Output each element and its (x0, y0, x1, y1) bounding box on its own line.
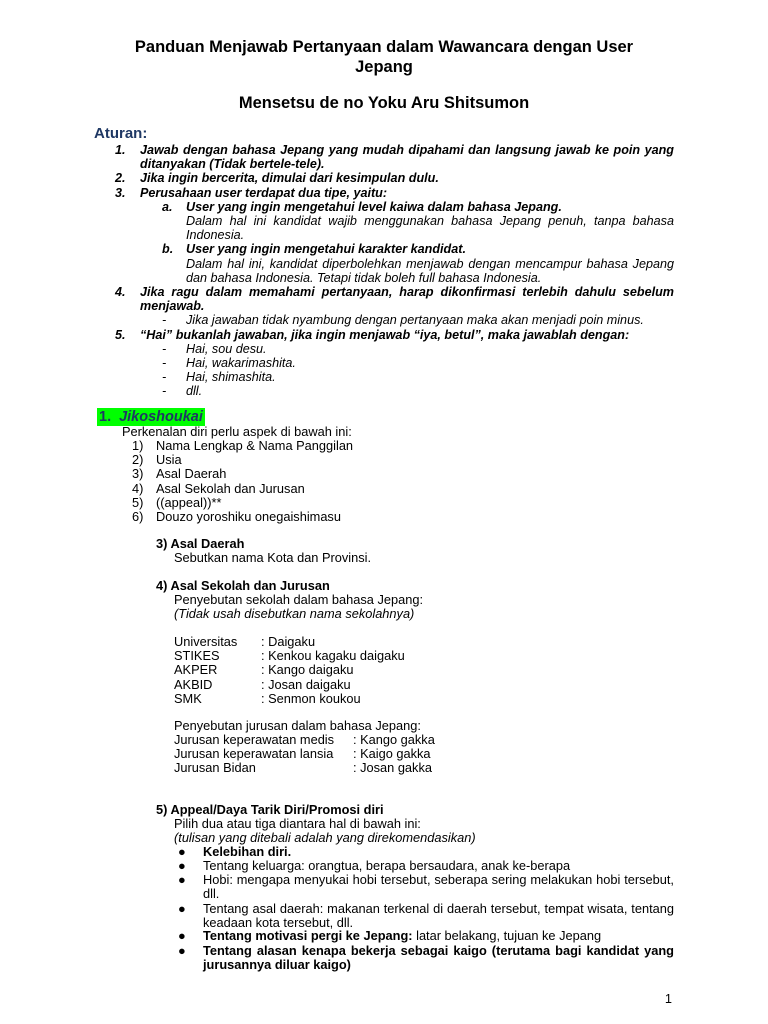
bullet-item (203, 929, 674, 943)
bullet-bold-text: Kelebihan diri. (203, 844, 292, 859)
item-text: “Hai” bukanlah jawaban, jika ingin menjawab “iya, betul”, maka jawablah dengan: (140, 327, 630, 342)
table-cell: AKBID (174, 676, 213, 692)
table-cell: : Daigaku (261, 634, 316, 649)
table-cell: AKPER (174, 662, 218, 678)
table-cell: : Kenkou kagaku daigaku (261, 648, 405, 664)
item-number: 1. (115, 143, 126, 157)
table-cell: : Kango gakka (353, 732, 435, 747)
title-line-1: Panduan Menjawab Pertanyaan dalam Wawancara dengan User (134, 38, 634, 56)
item-number: 3. (115, 185, 126, 200)
bullet-icon: ● (178, 943, 186, 958)
dash-item (0, 370, 768, 384)
table-cell: STIKES (174, 648, 220, 664)
dash-item (0, 356, 768, 370)
bullet-icon: ● (178, 872, 186, 887)
bullet-text: Tentang asal daerah: makanan terkenal di daerah tersebut, tempat wisata, tentang keadaan kota tersebut, dll. (203, 901, 674, 931)
item-number: 5. (115, 327, 126, 342)
dash-text: Jika jawaban tidak nyambung dengan pertanyaan maka akan menjadi poin minus. (186, 313, 644, 328)
item-text: Asal Sekolah dan Jurusan (156, 480, 305, 496)
sub-list-item (0, 200, 768, 243)
table-cell: Universitas (174, 634, 238, 649)
list-item (0, 482, 768, 496)
dash-marker: - (162, 370, 167, 385)
bullet-item (203, 873, 674, 901)
list-item (0, 510, 768, 524)
bullet-text: Tentang keluarga: orangtua, berapa bersaudara, anak ke-berapa (203, 858, 571, 873)
aturan-heading: Aturan: (94, 125, 148, 142)
dash-text: dll. (186, 384, 203, 399)
table-cell: : Kaigo gakka (353, 746, 431, 762)
sub-item-text: User yang ingin mengetahui level kaiwa dalam bahasa Jepang. (186, 199, 562, 214)
item-number: 4. (115, 285, 126, 300)
dash-item (0, 384, 768, 398)
list-item (0, 186, 768, 200)
table-row (174, 663, 574, 677)
table-cell: : Josan gakka (353, 760, 432, 776)
asal-daerah-heading: 3) Asal Daerah (156, 536, 245, 551)
table-row (174, 761, 574, 775)
table-cell: Jurusan keperawatan medis (174, 732, 335, 747)
item-text: ((appeal))** (156, 494, 222, 510)
table-row (174, 747, 574, 761)
document-title (60, 37, 708, 77)
table-row (174, 635, 574, 649)
list-item (0, 439, 768, 453)
list-item (0, 467, 768, 481)
list-item (0, 171, 768, 185)
bullet-icon: ● (178, 928, 186, 943)
dash-item (0, 313, 768, 327)
list-item (0, 453, 768, 467)
dash-marker: - (162, 341, 167, 356)
sub-item-letter: a. (162, 199, 173, 214)
appeal-note: (tulisan yang ditebali adalah yang direkomendasikan) (174, 830, 476, 845)
table-cell: : Josan daigaku (261, 676, 351, 692)
table-cell: : Senmon koukou (261, 690, 361, 706)
bullet-icon: ● (178, 858, 186, 873)
bullet-text: latar belakang, tujuan ke Jepang (412, 928, 602, 943)
asal-sekolah-heading: 4) Asal Sekolah dan Jurusan (156, 578, 330, 593)
table-row (174, 678, 574, 692)
item-text: Douzo yoroshiku onegaishimasu (156, 508, 341, 524)
dash-marker: - (162, 384, 167, 399)
table-row (174, 649, 574, 663)
bullet-item (203, 902, 674, 930)
table-cell: Jurusan Bidan (174, 760, 256, 776)
item-number: 2. (115, 171, 126, 186)
bullet-icon: ● (178, 844, 186, 859)
item-text: Perusahaan user terdapat dua tipe, yaitu: (140, 185, 388, 200)
item-number: 4) (132, 480, 144, 496)
item-number: 3) (132, 466, 144, 482)
dash-text: Hai, sou desu. (186, 341, 267, 356)
dash-marker: - (162, 356, 167, 371)
title-line-2: Jepang (355, 58, 413, 76)
aturan-list (0, 143, 768, 399)
section-title: Jikoshoukai (119, 409, 203, 425)
item-text: Usia (156, 452, 182, 468)
jikoshoukai-intro: Perkenalan diri perlu aspek di bawah ini: (122, 424, 352, 439)
item-number: 6) (132, 508, 144, 524)
sub-item-text: User yang ingin mengetahui karakter kandidat. (186, 242, 466, 257)
sub-item-letter: b. (162, 242, 174, 257)
item-text: Jawab dengan bahasa Jepang yang mudah dipahami dan langsung jawab ke poin yang ditanyakan (Tidak bertele-tele). (140, 143, 674, 172)
item-number: 5) (132, 494, 144, 510)
list-item (0, 328, 768, 342)
list-item (0, 285, 768, 313)
dash-text: Hai, shimashita. (186, 370, 276, 385)
jurusan-table (174, 733, 574, 776)
table-cell: : Kango daigaku (261, 662, 354, 678)
dash-item (0, 342, 768, 356)
item-number: 1) (132, 438, 144, 453)
jurusan-intro: Penyebutan jurusan dalam bahasa Jepang: (174, 718, 421, 733)
section-number: 1. (99, 409, 112, 425)
sub-item-note: Dalam hal ini, kandidat diperbolehkan menjawab dengan mencampur bahasa Jepang dan bahasa Indonesia. Tetapi tidak boleh full bahasa Indonesia. (186, 256, 674, 285)
dash-text: Hai, wakarimashita. (186, 356, 296, 371)
sub-item-note: Dalam hal ini kandidat wajib menggunakan bahasa Jepang penuh, tanpa bahasa Indonesia. (186, 214, 674, 243)
appeal-heading: 5) Appeal/Daya Tarik Diri/Promosi diri (156, 802, 384, 817)
dash-marker: - (162, 313, 167, 328)
bullet-text: Hobi: mengapa menyukai hobi tersebut, seberapa sering melakukan hobi tersebut, dll. (203, 872, 674, 902)
jikoshoukai-list (0, 439, 768, 524)
item-number: 2) (132, 452, 144, 468)
list-item (0, 143, 768, 171)
table-row (174, 733, 574, 747)
table-cell: SMK (174, 690, 202, 706)
document-subtitle: Mensetsu de no Yoku Aru Shitsumon (238, 94, 530, 112)
appeal-intro: Pilih dua atau tiga diantara hal di bawah ini: (174, 816, 421, 831)
asal-sekolah-intro: Penyebutan sekolah dalam bahasa Jepang: (174, 592, 424, 607)
bullet-icon: ● (178, 901, 186, 916)
asal-daerah-text: Sebutkan nama Kota dan Provinsi. (174, 550, 372, 565)
page-number: 1 (664, 991, 672, 1006)
table-cell: Jurusan keperawatan lansia (174, 746, 334, 762)
item-text: Nama Lengkap & Nama Panggilan (156, 438, 354, 453)
school-table (174, 635, 574, 706)
asal-sekolah-note: (Tidak usah disebutkan nama sekolahnya) (174, 606, 415, 621)
item-text: Asal Daerah (156, 466, 227, 482)
item-text: Jika ragu dalam memahami pertanyaan, harap dikonfirmasi terlebih dahulu sebelum menjawab. (140, 285, 674, 314)
bullet-bold-text: Tentang motivasi pergi ke Jepang: (203, 928, 413, 943)
item-text: Jika ingin bercerita, dimulai dari kesimpulan dulu. (140, 171, 439, 186)
sub-list-item (0, 242, 768, 285)
bullet-bold-text: Tentang alasan kenapa bekerja sebagai kaigo (terutama bagi kandidat yang jurusannya diluar kaigo) (203, 943, 674, 973)
table-row (174, 692, 574, 706)
bullet-item (203, 944, 674, 972)
list-item (0, 496, 768, 510)
